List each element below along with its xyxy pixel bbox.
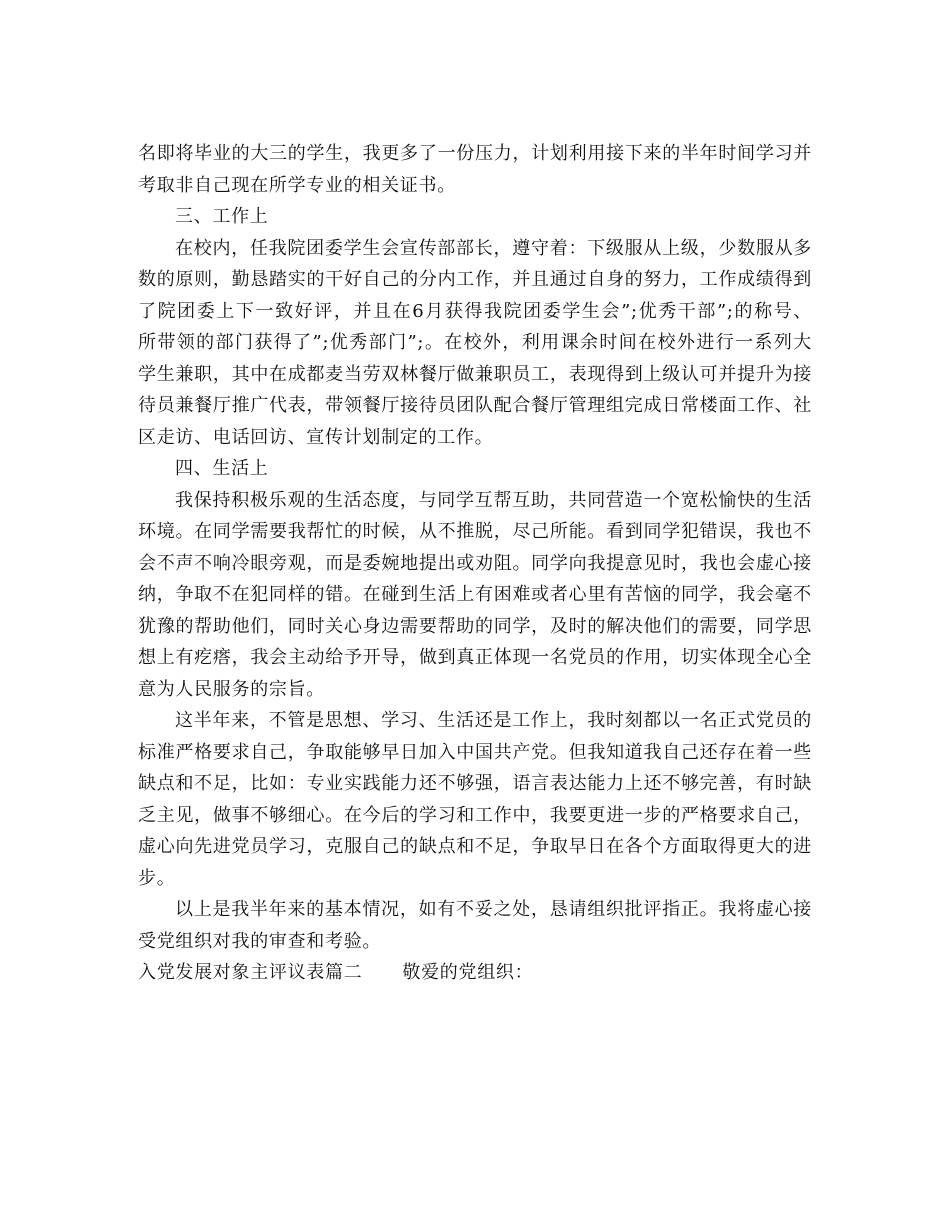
- next-section-title: 入党发展对象主评议表篇二: [138, 962, 363, 983]
- body-line: 犹豫的帮助他们，同时关心身边需要帮助的同学，及时的解决他们的需要，同学思: [138, 615, 812, 637]
- body-line: 想上有疙瘩，我会主动给予开导，做到真正体现一名党员的作用，切实体现全心全: [138, 647, 812, 668]
- section-heading-work: 三、工作上: [175, 206, 269, 227]
- body-line: 所带领的部门获得了”;优秀部门”;。在校外，利用课余时间在校外进行一系列大: [138, 332, 812, 353]
- next-section-header: [138, 957, 812, 989]
- body-line: 待员兼餐厅推广代表，带领餐厅接待员团队配合餐厅管理组完成日常楼面工作、社: [138, 395, 812, 416]
- body-line: 考取非自己现在所学专业的相关证书。: [138, 174, 456, 196]
- body-line: 我保持积极乐观的生活态度，与同学互帮互助，共同营造一个宽松愉快的生活: [175, 489, 812, 511]
- section-heading-life: 四、生活上: [175, 458, 269, 479]
- body-line: 以上是我半年来的基本情况，如有不妥之处，恳请组织批评指正。我将虚心接: [175, 899, 812, 920]
- body-line: 虚心向先进党员学习，克服自己的缺点和不足，争取早日在各个方面取得更大的进: [138, 836, 812, 857]
- body-line: 意为人民服务的宗旨。: [138, 678, 325, 700]
- body-line: 受党组织对我的审查和考验。: [138, 930, 382, 952]
- body-line: 纳，争取不在犯同样的错。在碰到生活上有困难或者心里有苦恼的同学，我会毫不: [138, 584, 812, 605]
- body-line: 步。: [138, 867, 176, 889]
- body-line: 学生兼职，其中在成都麦当劳双林餐厅做兼职员工，表现得到上级认可并提升为接: [138, 363, 812, 385]
- body-line: 在校内，任我院团委学生会宣传部部长，遵守着：下级服从上级，少数服从多: [175, 237, 812, 259]
- body-line: 乏主见，做事不够细心。在今后的学习和工作中，我要更进一步的严格要求自己，: [138, 804, 812, 826]
- body-line: 区走访、电话回访、宣传计划制定的工作。: [138, 426, 494, 448]
- document-body: [138, 138, 812, 989]
- body-line: 缺点和不足，比如：专业实践能力还不够强，语言表达能力上还不够完善，有时缺: [138, 773, 812, 794]
- body-line: 会不声不响冷眼旁观，而是委婉地提出或劝阻。同学向我提意见时，我也会虚心接: [138, 552, 812, 574]
- salutation: 敬爱的党组织：: [402, 962, 534, 983]
- body-line: 这半年来，不管是思想、学习、生活还是工作上，我时刻都以一名正式党员的: [175, 710, 812, 731]
- body-line: 标准严格要求自己，争取能够早日加入中国共产党。但我知道我自己还存在着一些: [138, 741, 812, 763]
- body-line: 名即将毕业的大三的学生，我更多了一份压力，计划利用接下来的半年时间学习并: [138, 143, 812, 164]
- body-line: 了院团委上下一致好评，并且在6月获得我院团委学生会”;优秀干部”;的称号、: [138, 300, 812, 322]
- body-line: 环境。在同学需要我帮忙的时候，从不推脱，尽己所能。看到同学犯错误，我也不: [138, 521, 812, 542]
- body-line: 数的原则，勤恳踏实的干好自己的分内工作，并且通过自身的努力，工作成绩得到: [138, 269, 812, 290]
